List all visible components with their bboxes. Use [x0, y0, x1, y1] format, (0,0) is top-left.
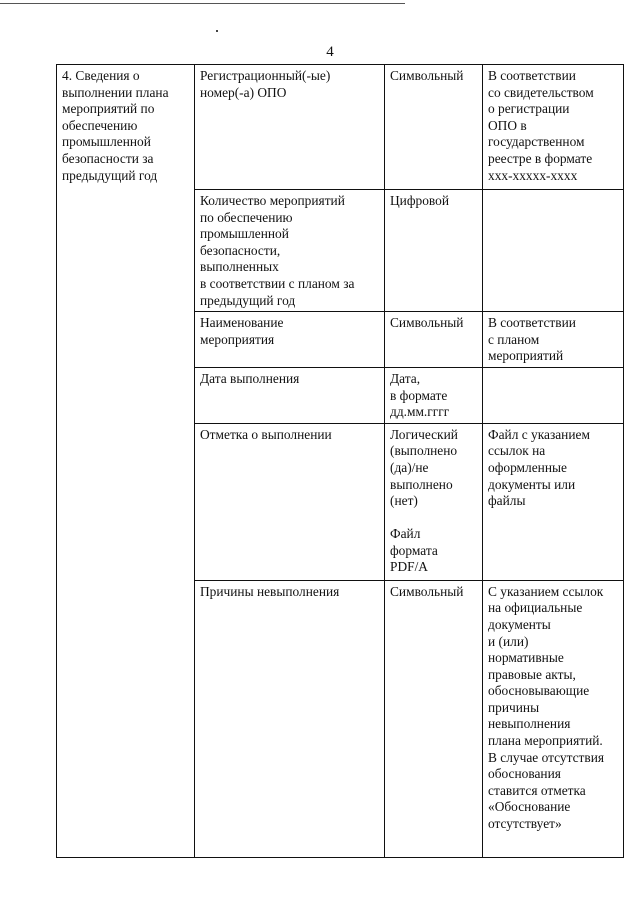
field-type-cell: Дата, в формате дд.мм.гггг: [385, 367, 483, 423]
field-type-cell: Логический (выполнено (да)/не выполнено (нет) Файл формата PDF/A: [385, 423, 483, 580]
field-name-cell: Дата выполнения: [195, 367, 385, 423]
table-row: [57, 65, 624, 190]
field-note-cell: В соответствии со свидетельством о регистрации ОПО в государственном реестре в формате ххх-ххххх-хххх: [483, 65, 624, 190]
field-note-cell: С указанием ссылок на официальные документы и (или) нормативные правовые акты, обосновывающие причины невыполнения плана мероприятий. В случае отсутствия обоснования ставится отметка «Обоснование отсутствует»: [483, 580, 624, 857]
field-name-cell: Количество мероприятий по обеспечению промышленной безопасности, выполненных в соответствии с планом за предыдущий год: [195, 190, 385, 312]
scan-edge-line: [0, 3, 405, 4]
field-name-cell: Наименование мероприятия: [195, 312, 385, 368]
requirements-table: [56, 64, 624, 858]
field-name-cell: Регистрационный(-ые) номер(-а) ОПО: [195, 65, 385, 190]
field-type-cell: Символьный: [385, 65, 483, 190]
field-note-cell: Файл с указанием ссылок на оформленные документы или файлы: [483, 423, 624, 580]
scan-speck: [216, 30, 218, 32]
field-type-cell: Символьный: [385, 312, 483, 368]
page-number: 4: [326, 44, 334, 60]
field-note-cell: [483, 367, 624, 423]
field-note-cell: [483, 190, 624, 312]
field-type-cell: Цифровой: [385, 190, 483, 312]
field-name-cell: Причины невыполнения: [195, 580, 385, 857]
field-type-cell: Символьный: [385, 580, 483, 857]
section-title-cell: 4. Сведения о выполнении плана мероприятий по обеспечению промышленной безопасности за предыдущий год: [57, 65, 195, 858]
field-name-cell: Отметка о выполнении: [195, 423, 385, 580]
field-note-cell: В соответствии с планом мероприятий: [483, 312, 624, 368]
